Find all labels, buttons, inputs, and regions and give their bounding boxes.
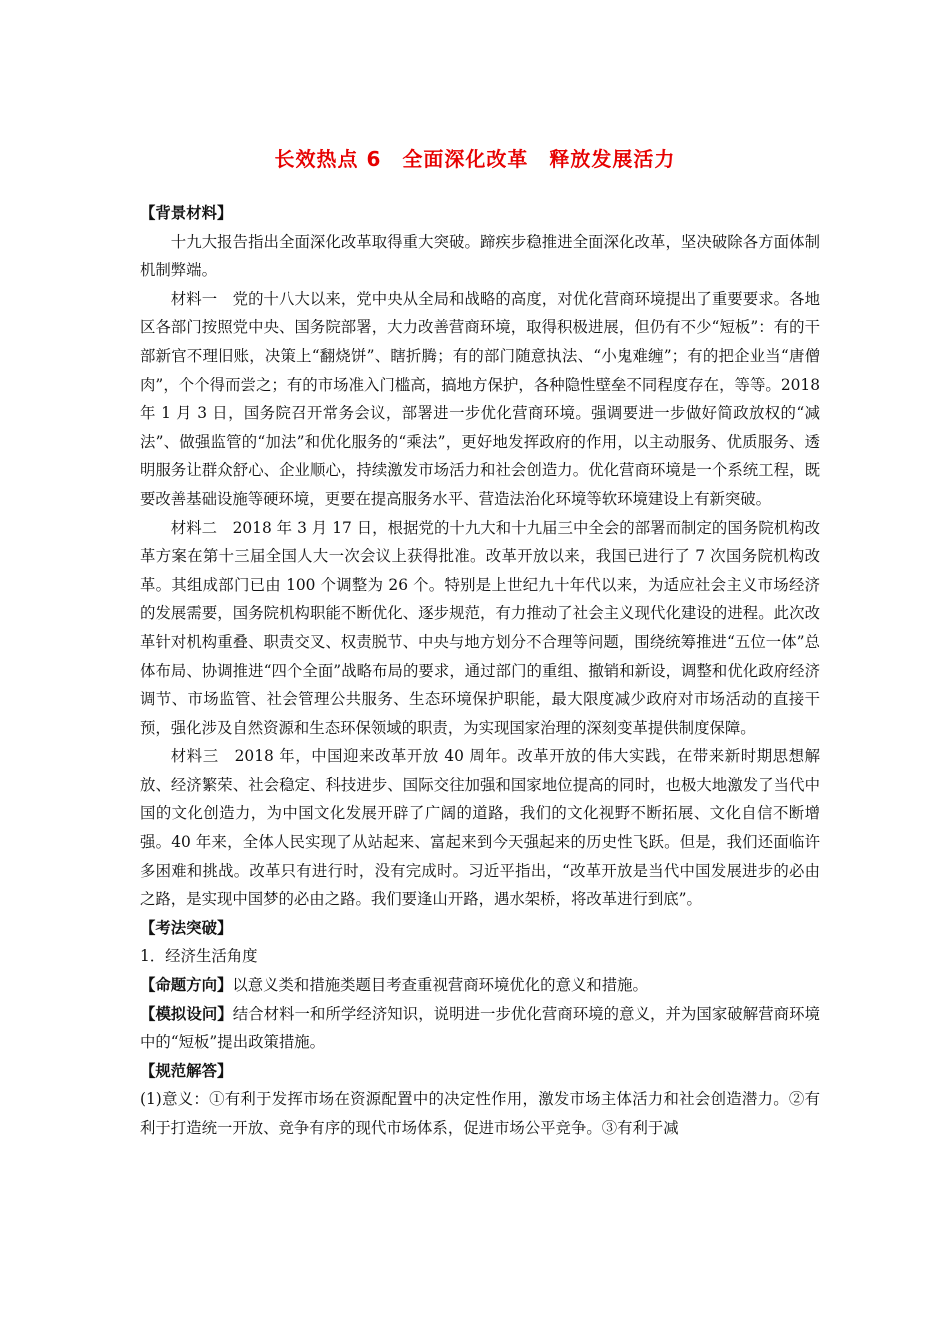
answer-paragraph: (1)意义：①有利于发挥市场在资源配置中的决定性作用，激发市场主体活力和社会创造潜力。②有利于打造统一开放、竞争有序的现代市场体系，促进市场公平竞争。③有利于减 [140,1090,820,1137]
direction-text: 以意义类和措施类题目考查重视营商环境优化的意义和措施。 [232,976,648,995]
answer-heading: 【规范解答】 [140,1061,233,1080]
breakthrough-heading: 【考法突破】 [140,918,233,937]
direction-label: 【命题方向】 [140,976,233,995]
document-title: 长效热点 6 全面深化改革 释放发展活力 [274,147,676,171]
document-body [140,199,820,1143]
question-label: 【模拟设问】 [140,1004,233,1023]
material-one-paragraph: 材料一 党的十八大以来，党中央从全局和战略的高度，对优化营商环境提出了重要要求。各地区各部门按照党中央、国务院部署，大力改善营商环境，取得积极进展，但仍有不少“短板”：有的干部新官不理旧账，决策上“翻烧饼”、瞎折腾；有的部门随意执法、“小鬼难缠”；有的把企业当“唐僧肉”，个个得而尝之；有的市场准入门槛高，搞地方保护，各种隐性壁垒不同程度存在，等等。2018 年 1 月 3 日，国务院召开常务会议，部署进一步优化营商环境。强调要进一步做好简政放权的“减法”、做强监管的“加法”和优化服务的“乘法”，更好地发挥政府的作用，以主动服务、优质服务、透明服务让群众舒心、企业顺心，持续激发市场活力和社会创造力。优化营商环境是一个系统工程，既要改善基础设施等硬环境，更要在提高服务水平、营造法治化环境等软环境建设上有新突破。 [140,289,820,508]
material-two-paragraph: 材料二 2018 年 3 月 17 日，根据党的十九大和十九届三中全会的部署而制定的国务院机构改革方案在第十三届全国人大一次会议上获得批准。改革开放以来，我国已进行了 7 次国务院机构改革。其组成部门已由 100 个调整为 26 个。特别是上世纪九十年代以来，为适应社会主义市场经济的发展需要，国务院机构职能不断优化、逐步规范，有力推动了社会主义现代化建设的进程。此次改革针对机构重叠、职责交叉、权责脱节、中央与地方划分不合理等问题，围绕统筹推进“五位一体”总体布局、协调推进“四个全面”战略布局的要求，通过部门的重组、撤销和新设，调整和优化政府经济调节、市场监管、社会管理公共服务、生态环境保护职能，最大限度减少政府对市场活动的直接干预，强化涉及自然资源和生态环保领域的职责，为实现国家治理的深刻变革提供制度保障。 [140,518,820,737]
question-text: 结合材料一和所学经济知识，说明进一步优化营商环境的意义，并为国家破解营商环境中的“短板”提出政策措施。 [140,1004,820,1052]
direction-paragraph [140,971,820,1000]
question-paragraph [140,1000,820,1057]
background-intro: 十九大报告指出全面深化改革取得重大突破。蹄疾步稳推进全面深化改革，坚决破除各方面体制机制弊端。 [140,232,820,280]
background-heading: 【背景材料】 [140,204,233,222]
material-three-paragraph: 材料三 2018 年，中国迎来改革开放 40 周年。改革开放的伟大实践，在带来新时期思想解放、经济繁荣、社会稳定、科技进步、国际交往加强和国家地位提高的同时，也极大地激发了当代中国的文化创造力，为中国文化发展开辟了广阔的道路，我们的文化视野不断拓展、文化自信不断增强。40 年来，全体人民实现了从站起来、富起来到今天强起来的历史性飞跃。但是，我们还面临许多困难和挑战。改革只有进行时，没有完成时。习近平指出，“改革开放是当代中国发展进步的必由之路，是实现中国梦的必由之路。我们要逢山开路，遇水架桥，将改革进行到底”。 [140,747,820,909]
section-economic-angle: 1．经济生活角度 [140,947,258,966]
